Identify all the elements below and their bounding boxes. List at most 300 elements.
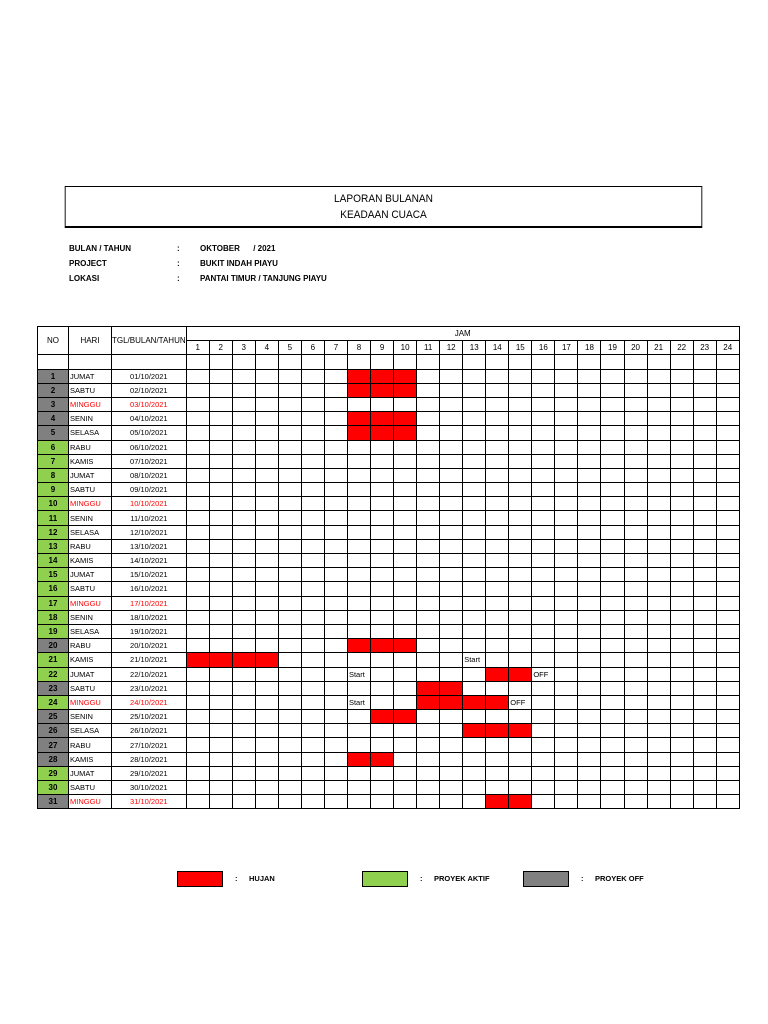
hour-cell	[209, 468, 232, 482]
hour-cell	[440, 539, 463, 553]
row-date: 07/10/2021	[112, 454, 187, 468]
rain-cell	[486, 667, 509, 681]
row-number: 25	[38, 710, 69, 724]
hour-cell	[578, 724, 601, 738]
hour-cell	[670, 710, 693, 724]
hour-cell	[301, 525, 324, 539]
hour-cell	[301, 681, 324, 695]
table-row	[38, 695, 740, 709]
row-number: 17	[38, 596, 69, 610]
row-day: KAMIS	[69, 752, 112, 766]
hour-cell	[509, 596, 532, 610]
hour-cell	[486, 454, 509, 468]
hour-cell	[417, 454, 440, 468]
hour-cell	[417, 624, 440, 638]
row-date: 25/10/2021	[112, 710, 187, 724]
hour-cell	[716, 412, 739, 426]
hour-cell	[278, 667, 301, 681]
hour-cell	[693, 667, 716, 681]
table-row	[38, 724, 740, 738]
hour-cell	[301, 781, 324, 795]
hour-cell	[394, 624, 417, 638]
hour-cell	[301, 624, 324, 638]
hour-cell	[232, 497, 255, 511]
hour-cell	[624, 539, 647, 553]
hour-cell	[624, 582, 647, 596]
hour-cell	[440, 710, 463, 724]
hour-cell	[394, 511, 417, 525]
hour-cell	[255, 369, 278, 383]
hour-cell	[624, 525, 647, 539]
hour-cell	[301, 667, 324, 681]
hour-cell	[255, 724, 278, 738]
hour-cell	[463, 681, 486, 695]
hour-header-cell: 3	[232, 341, 255, 355]
hour-cell	[301, 369, 324, 383]
hour-cell	[394, 568, 417, 582]
hour-cell	[278, 426, 301, 440]
hour-header-cell: 8	[347, 341, 370, 355]
spacer-cell	[69, 355, 112, 369]
hour-cell	[209, 483, 232, 497]
hour-cell	[440, 766, 463, 780]
spacer-cell	[532, 355, 555, 369]
hour-cell	[555, 497, 578, 511]
hour-cell	[486, 681, 509, 695]
hour-cell	[301, 412, 324, 426]
legend-separator: :	[581, 874, 584, 883]
hour-cell	[624, 781, 647, 795]
spacer-cell	[38, 355, 69, 369]
info-separator: :	[177, 244, 180, 253]
hour-cell	[371, 695, 394, 709]
row-number: 7	[38, 454, 69, 468]
hour-cell	[463, 639, 486, 653]
hour-cell	[532, 468, 555, 482]
spacer-cell	[417, 355, 440, 369]
hour-cell	[394, 653, 417, 667]
hour-cell	[693, 653, 716, 667]
info-value: OKTOBER / 2021	[200, 244, 276, 253]
table-row	[38, 568, 740, 582]
spacer-cell	[578, 355, 601, 369]
hour-cell	[716, 454, 739, 468]
hour-cell	[670, 738, 693, 752]
row-date: 02/10/2021	[112, 383, 187, 397]
hour-cell	[301, 554, 324, 568]
hour-cell	[509, 383, 532, 397]
hour-cell	[509, 440, 532, 454]
hour-cell	[278, 781, 301, 795]
row-date: 17/10/2021	[112, 596, 187, 610]
hour-cell	[532, 483, 555, 497]
hour-cell	[278, 483, 301, 497]
hour-cell	[578, 440, 601, 454]
hour-cell	[394, 695, 417, 709]
hour-cell	[693, 554, 716, 568]
report-title-line1: LAPORAN BULANAN	[334, 192, 433, 205]
hour-cell	[578, 454, 601, 468]
hour-cell	[347, 454, 370, 468]
hour-cell	[394, 738, 417, 752]
hour-cell	[440, 483, 463, 497]
hour-cell	[417, 724, 440, 738]
hour-cell	[601, 369, 624, 383]
hour-cell	[186, 724, 209, 738]
report-title-line2: KEADAAN CUACA	[340, 208, 427, 221]
hour-cell	[624, 369, 647, 383]
hour-cell	[578, 525, 601, 539]
row-date: 08/10/2021	[112, 468, 187, 482]
hour-cell	[347, 468, 370, 482]
legend-swatch	[177, 871, 223, 887]
rain-cell	[371, 426, 394, 440]
hour-cell	[647, 795, 670, 809]
hour-cell	[693, 454, 716, 468]
hour-header-cell: 4	[255, 341, 278, 355]
row-number: 13	[38, 539, 69, 553]
hour-cell	[624, 440, 647, 454]
hour-cell	[624, 724, 647, 738]
hour-cell	[232, 738, 255, 752]
hour-cell	[255, 525, 278, 539]
hour-cell	[647, 596, 670, 610]
row-number: 22	[38, 667, 69, 681]
hour-cell	[578, 468, 601, 482]
hour-cell	[532, 525, 555, 539]
rain-cell	[509, 724, 532, 738]
hour-cell	[716, 738, 739, 752]
hour-header-cell: 14	[486, 341, 509, 355]
hour-cell	[716, 525, 739, 539]
hour-cell	[440, 738, 463, 752]
hour-cell	[440, 596, 463, 610]
hour-cell	[440, 440, 463, 454]
hour-cell	[394, 582, 417, 596]
hour-cell	[255, 781, 278, 795]
hour-cell	[716, 483, 739, 497]
hour-cell	[509, 483, 532, 497]
hour-cell	[209, 795, 232, 809]
hour-cell	[624, 426, 647, 440]
hour-cell	[578, 497, 601, 511]
hour-cell	[186, 695, 209, 709]
row-day: SENIN	[69, 511, 112, 525]
hour-cell	[232, 624, 255, 638]
hour-cell	[647, 695, 670, 709]
info-label: BULAN / TAHUN	[69, 244, 132, 253]
hour-cell	[255, 426, 278, 440]
hour-cell	[670, 539, 693, 553]
row-number: 20	[38, 639, 69, 653]
hour-cell	[716, 440, 739, 454]
row-number: 21	[38, 653, 69, 667]
hour-cell	[601, 383, 624, 397]
hour-cell	[693, 724, 716, 738]
hour-cell	[347, 483, 370, 497]
table-row	[38, 624, 740, 638]
hour-cell	[716, 667, 739, 681]
hour-cell	[278, 412, 301, 426]
hour-cell	[624, 710, 647, 724]
hour-cell	[647, 681, 670, 695]
hour-cell	[670, 695, 693, 709]
row-day: KAMIS	[69, 554, 112, 568]
rain-cell	[394, 710, 417, 724]
hour-cell	[670, 681, 693, 695]
hour-cell	[324, 724, 347, 738]
hour-cell	[394, 454, 417, 468]
hour-cell	[255, 624, 278, 638]
hour-cell	[209, 695, 232, 709]
hour-cell	[716, 610, 739, 624]
rain-cell	[232, 653, 255, 667]
hour-cell	[693, 568, 716, 582]
hour-cell	[624, 554, 647, 568]
row-date: 13/10/2021	[112, 539, 187, 553]
hour-cell	[417, 497, 440, 511]
hour-cell	[347, 781, 370, 795]
hour-cell	[232, 454, 255, 468]
hour-cell	[693, 695, 716, 709]
hour-cell	[509, 582, 532, 596]
hour-cell	[624, 667, 647, 681]
hour-cell	[624, 412, 647, 426]
hour-cell	[463, 483, 486, 497]
hour-cell	[440, 752, 463, 766]
legend-separator: :	[235, 874, 238, 883]
hour-cell	[417, 483, 440, 497]
hour-cell	[486, 539, 509, 553]
hour-cell	[301, 710, 324, 724]
hour-cell	[232, 483, 255, 497]
hour-cell	[624, 639, 647, 653]
hour-cell	[486, 412, 509, 426]
hour-cell	[670, 525, 693, 539]
hour-cell	[716, 511, 739, 525]
hour-cell	[532, 440, 555, 454]
rain-cell	[394, 426, 417, 440]
hour-cell	[555, 681, 578, 695]
hour-cell	[509, 738, 532, 752]
hour-cell	[278, 752, 301, 766]
hour-cell	[278, 568, 301, 582]
hour-cell	[486, 426, 509, 440]
hour-cell	[278, 497, 301, 511]
row-date: 28/10/2021	[112, 752, 187, 766]
hour-cell	[186, 738, 209, 752]
hour-cell	[601, 667, 624, 681]
hour-cell	[209, 369, 232, 383]
row-date: 09/10/2021	[112, 483, 187, 497]
hour-cell	[324, 710, 347, 724]
hour-cell	[209, 568, 232, 582]
hour-cell	[186, 369, 209, 383]
hour-header-cell: 23	[693, 341, 716, 355]
hour-cell	[532, 539, 555, 553]
hour-cell	[716, 568, 739, 582]
hour-header-cell: 16	[532, 341, 555, 355]
rain-cell	[186, 653, 209, 667]
hour-cell	[670, 369, 693, 383]
hour-cell	[578, 710, 601, 724]
hour-cell	[301, 440, 324, 454]
hour-cell	[555, 795, 578, 809]
hour-cell	[601, 681, 624, 695]
hour-cell	[716, 724, 739, 738]
hour-cell	[255, 383, 278, 397]
hour-cell	[463, 511, 486, 525]
hour-cell	[670, 596, 693, 610]
rain-cell	[371, 383, 394, 397]
hour-cell	[255, 681, 278, 695]
hour-cell	[486, 738, 509, 752]
hour-cell	[278, 738, 301, 752]
hour-cell	[186, 397, 209, 411]
hour-cell	[532, 695, 555, 709]
hour-cell	[555, 667, 578, 681]
hour-cell	[255, 440, 278, 454]
hour-cell	[209, 752, 232, 766]
hour-cell	[670, 781, 693, 795]
table-row	[38, 468, 740, 482]
hour-cell	[486, 781, 509, 795]
hour-cell	[532, 511, 555, 525]
hour-cell	[624, 596, 647, 610]
row-number: 11	[38, 511, 69, 525]
hour-cell	[186, 454, 209, 468]
hour-cell	[578, 582, 601, 596]
hour-cell	[601, 582, 624, 596]
row-date: 20/10/2021	[112, 639, 187, 653]
hour-cell	[347, 511, 370, 525]
hour-cell	[555, 766, 578, 780]
hour-cell	[394, 497, 417, 511]
hour-cell	[693, 539, 716, 553]
hour-cell	[647, 454, 670, 468]
hour-cell	[647, 426, 670, 440]
hour-cell	[417, 738, 440, 752]
hour-cell	[716, 582, 739, 596]
hour-cell	[463, 412, 486, 426]
header-day: HARI	[69, 327, 112, 355]
row-date: 26/10/2021	[112, 724, 187, 738]
hour-cell	[486, 497, 509, 511]
hour-cell	[394, 525, 417, 539]
hour-cell	[232, 752, 255, 766]
hour-cell	[278, 582, 301, 596]
hour-cell	[232, 766, 255, 780]
hour-cell	[716, 468, 739, 482]
rain-cell	[486, 695, 509, 709]
hour-cell	[601, 795, 624, 809]
row-day: JUMAT	[69, 468, 112, 482]
hour-cell	[371, 610, 394, 624]
hour-cell	[371, 554, 394, 568]
hour-cell	[394, 667, 417, 681]
rain-cell	[463, 695, 486, 709]
hour-cell	[509, 412, 532, 426]
hour-cell	[186, 582, 209, 596]
hour-cell	[209, 412, 232, 426]
hour-cell	[186, 752, 209, 766]
rain-cell	[371, 412, 394, 426]
hour-cell	[209, 738, 232, 752]
hour-cell	[647, 724, 670, 738]
hour-cell	[347, 738, 370, 752]
hour-cell	[209, 582, 232, 596]
hour-cell	[578, 412, 601, 426]
row-day: JUMAT	[69, 667, 112, 681]
hour-cell	[578, 738, 601, 752]
hour-cell	[324, 752, 347, 766]
row-date: 04/10/2021	[112, 412, 187, 426]
hour-cell	[693, 412, 716, 426]
hour-cell	[440, 426, 463, 440]
hour-cell	[209, 511, 232, 525]
row-date: 22/10/2021	[112, 667, 187, 681]
hour-cell	[324, 468, 347, 482]
hour-cell	[255, 511, 278, 525]
hour-cell	[209, 454, 232, 468]
hour-cell	[347, 539, 370, 553]
hour-cell	[324, 738, 347, 752]
hour-cell	[232, 795, 255, 809]
hour-cell	[440, 412, 463, 426]
info-label: LOKASI	[69, 274, 100, 283]
table-row	[38, 795, 740, 809]
hour-cell	[209, 624, 232, 638]
hour-cell	[371, 525, 394, 539]
hour-cell	[647, 738, 670, 752]
row-day: SELASA	[69, 525, 112, 539]
row-day: KAMIS	[69, 653, 112, 667]
hour-cell	[278, 397, 301, 411]
hour-cell	[301, 610, 324, 624]
hour-cell	[371, 596, 394, 610]
hour-cell	[555, 653, 578, 667]
row-number: 23	[38, 681, 69, 695]
hour-cell	[463, 539, 486, 553]
hour-cell	[578, 752, 601, 766]
hour-cell	[601, 412, 624, 426]
hour-cell	[209, 724, 232, 738]
hour-cell	[255, 695, 278, 709]
row-day: SENIN	[69, 610, 112, 624]
hour-cell	[278, 766, 301, 780]
hour-cell	[417, 369, 440, 383]
hour-cell	[532, 568, 555, 582]
row-day: SENIN	[69, 710, 112, 724]
table-row	[38, 369, 740, 383]
row-number: 16	[38, 582, 69, 596]
hour-cell	[417, 766, 440, 780]
table-row	[38, 440, 740, 454]
hour-cell	[532, 610, 555, 624]
hour-cell	[693, 766, 716, 780]
row-day: RABU	[69, 539, 112, 553]
hour-cell	[693, 752, 716, 766]
spacer-cell	[486, 355, 509, 369]
hour-cell	[601, 497, 624, 511]
rain-cell	[371, 710, 394, 724]
hour-cell	[693, 426, 716, 440]
hour-cell	[440, 397, 463, 411]
hour-cell	[509, 468, 532, 482]
hour-cell	[463, 554, 486, 568]
hour-cell	[555, 525, 578, 539]
hour-cell	[440, 624, 463, 638]
